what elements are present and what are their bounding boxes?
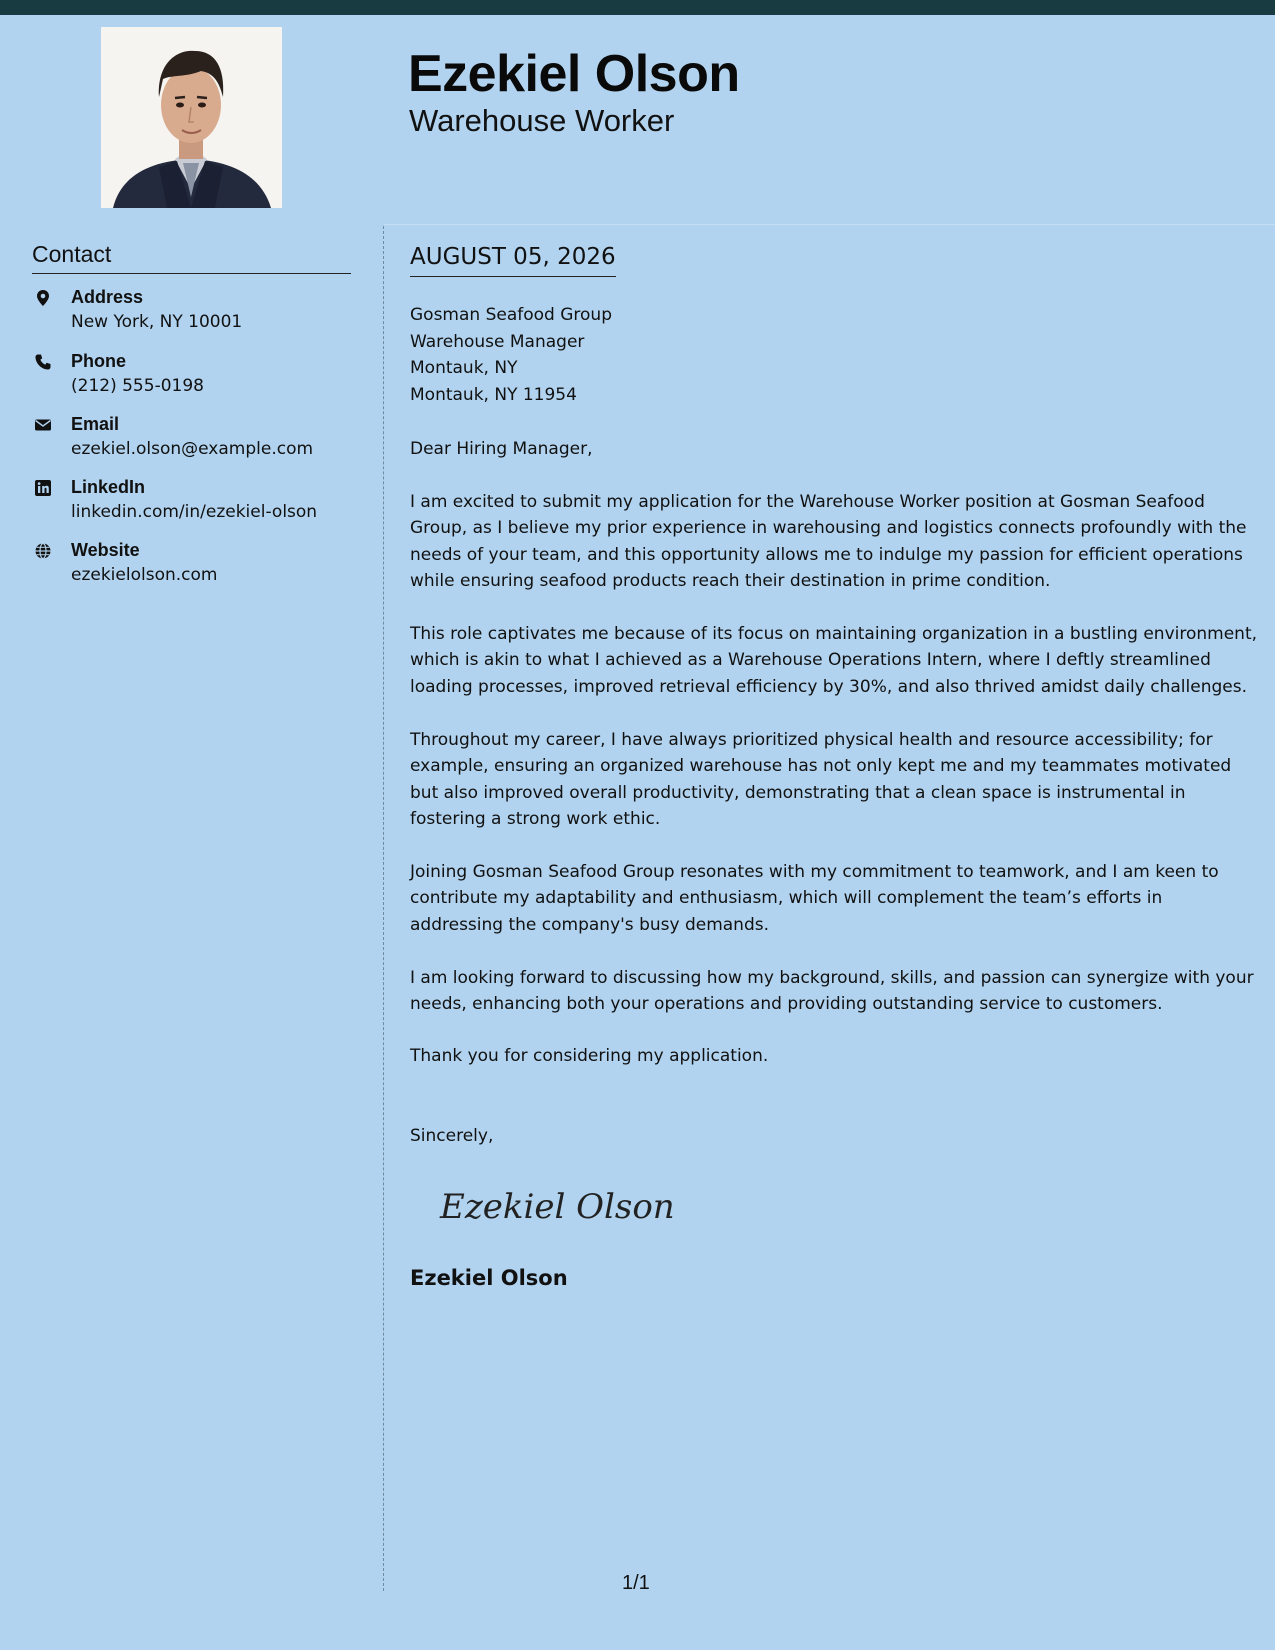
signed-name: Ezekiel Olson xyxy=(410,1266,568,1290)
contact-value: ezekielolson.com xyxy=(71,565,218,585)
contact-value: (212) 555-0198 xyxy=(71,376,204,396)
sign-off: Sincerely, xyxy=(410,1126,494,1146)
profile-photo xyxy=(101,27,282,208)
signature-text: Ezekiel Olson xyxy=(440,1187,675,1227)
applicant-name: Ezekiel Olson xyxy=(408,45,740,103)
contact-label: Address xyxy=(71,287,144,307)
body-paragraph: Joining Gosman Seafood Group resonates with my commitment to teamwork, and I am keen to contribute my adaptability and enthusiasm, which will complement the team’s efforts in addressing the company's busy demands. xyxy=(410,862,1219,935)
closing-thanks: Thank you for considering my application. xyxy=(410,1046,769,1066)
recipient-address: Montauk, NY 11954 xyxy=(410,384,577,405)
salutation: Dear Hiring Manager, xyxy=(410,439,593,459)
header-divider xyxy=(384,224,1275,225)
letter-date: AUGUST 05, 2026 xyxy=(410,244,616,277)
column-divider xyxy=(383,226,384,1591)
globe-icon xyxy=(34,542,52,560)
contact-label: Phone xyxy=(71,351,127,371)
recipient-block xyxy=(410,302,612,408)
body-paragraph: I am excited to submit my application for the Warehouse Worker position at Gosman Seafood Group, as I believe my prior experience in warehousing and logistics connects profoundly with the needs of your team, and this opportunity allows me to indulge my passion for efficient operations while ensuring seafood products reach their destination in prime condition. xyxy=(410,492,1247,591)
contact-label: Website xyxy=(71,540,140,560)
linkedin-icon xyxy=(34,479,52,497)
envelope-icon xyxy=(34,416,52,434)
body-paragraph: Throughout my career, I have always prioritized physical health and resource accessibility; for example, ensuring an organized warehouse has not only kept me and my teammates motivated but also improved overall productivity, demonstrating that a clean space is instrumental in fostering a strong work ethic. xyxy=(410,730,1232,829)
signature xyxy=(436,1180,675,1230)
recipient-title: Warehouse Manager xyxy=(410,331,585,352)
contact-heading: Contact xyxy=(32,241,351,274)
job-title: Warehouse Worker xyxy=(409,103,675,138)
body-paragraph: I am looking forward to discussing how my background, skills, and passion can synergize with your needs, enhancing both your operations and providing outstanding service to customers. xyxy=(410,968,1254,1015)
top-accent-bar xyxy=(0,0,1275,15)
contact-label: Email xyxy=(71,414,120,434)
contact-value: ezekiel.olson@example.com xyxy=(71,439,314,459)
contact-value: New York, NY 10001 xyxy=(71,312,243,332)
phone-icon xyxy=(34,353,52,371)
recipient-company: Gosman Seafood Group xyxy=(410,305,612,325)
body-paragraph: This role captivates me because of its focus on maintaining organization in a bustling environment, which is akin to what I achieved as a Warehouse Operations Intern, where I deftly streamlined loading processes, improved retrieval efficiency by 30%, and also thrived amidst daily challenges. xyxy=(410,624,1258,697)
map-pin-icon xyxy=(34,289,52,307)
page-number: 1/1 xyxy=(622,1572,650,1594)
contact-label: LinkedIn xyxy=(71,477,146,497)
contact-value: linkedin.com/in/ezekiel-olson xyxy=(71,502,318,522)
recipient-city: Montauk, NY xyxy=(410,358,518,378)
avatar xyxy=(101,27,282,208)
